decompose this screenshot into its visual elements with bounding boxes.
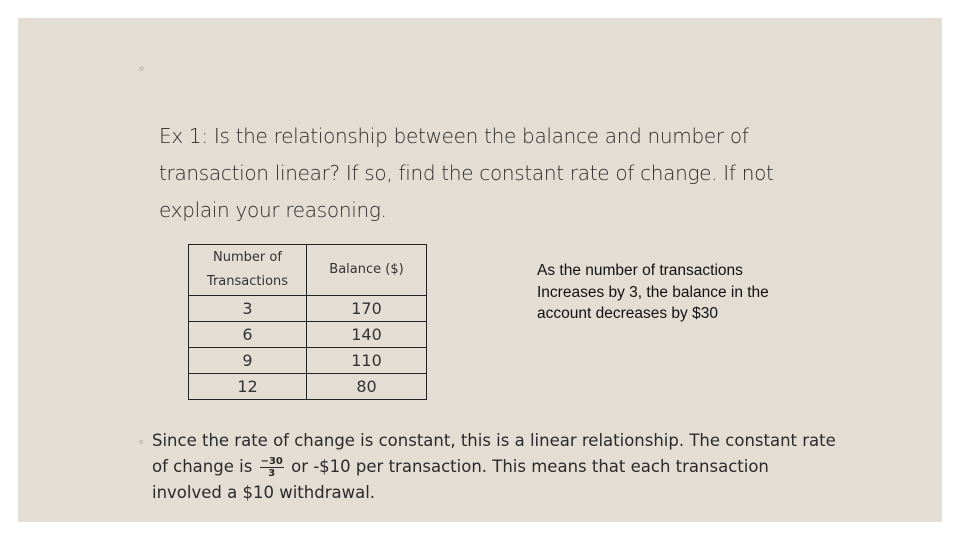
cell-balance: 110: [307, 348, 427, 374]
header-transactions: Number of Transactions: [189, 245, 307, 296]
table-row: [189, 348, 427, 374]
slide: [18, 18, 942, 522]
top-bullet: ◦: [138, 62, 146, 76]
cell-transactions: 3: [189, 296, 307, 322]
cell-balance: 80: [307, 374, 427, 400]
conclusion-part2: or -$10 per transaction. This means that each transaction involved a $10 withdrawal.: [152, 457, 769, 502]
conclusion-bullet: ◦: [138, 436, 145, 449]
conclusion-part1: Since the rate of change is constant, this is a linear relationship. The constant rate of change is: [152, 431, 836, 476]
table-header-row: [189, 245, 427, 296]
fraction-numerator: −30: [260, 456, 283, 467]
problem-text: Ex 1: Is the relationship between the balance and number of transaction linear? If so, find the constant rate of change. If not explain your reasoning.: [159, 124, 774, 222]
rate-fraction: [260, 456, 284, 479]
cell-transactions: 12: [189, 374, 307, 400]
header-balance: Balance ($): [307, 245, 427, 296]
fraction-denominator: 3: [268, 468, 276, 479]
cell-balance: 140: [307, 322, 427, 348]
conclusion: [138, 428, 838, 506]
explanation-note: As the number of transactions Increases by 3, the balance in the account decreases by $30: [537, 262, 769, 322]
table-row: [189, 296, 427, 322]
conclusion-text: [152, 428, 838, 506]
cell-transactions: 6: [189, 322, 307, 348]
cell-balance: 170: [307, 296, 427, 322]
transactions-table: [188, 244, 427, 400]
table-row: [189, 322, 427, 348]
cell-transactions: 9: [189, 348, 307, 374]
table-row: [189, 374, 427, 400]
